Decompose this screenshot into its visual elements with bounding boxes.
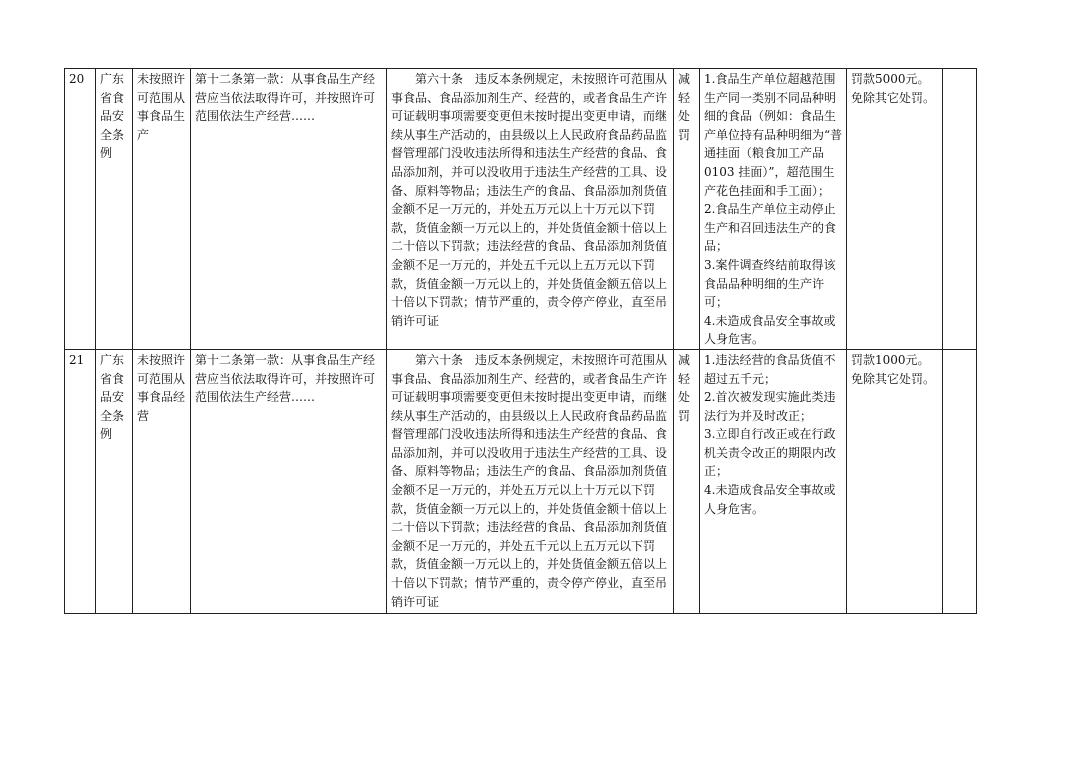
condition-item: 1.食品生产单位超越范围生产同一类别不同品种明细的食品（例如：食品生产单位持有品种明细为“普通挂面（粮食加工产品 0103 挂面）”，超范围生产花色挂面和手工面）；	[704, 72, 843, 198]
penalty-type-cell: 减轻处罚	[674, 69, 700, 350]
penalty-result-cell: 罚款5000元。免除其它处罚。	[847, 69, 943, 350]
penalty-type-cell: 减轻处罚	[674, 349, 700, 613]
condition-item: 3.案件调查终结前取得该食品品种明细的生产许可；	[704, 257, 836, 310]
row-number-cell: 20	[65, 69, 96, 350]
penalty-result-cell: 罚款1000元。免除其它处罚。	[847, 349, 943, 613]
violation-cell: 未按照许可范围从事食品经营	[133, 349, 191, 613]
law-name-cell: 广东省食品安全条例	[96, 69, 133, 350]
violated-provision-cell: 第十二条第一款：从事食品生产经营应当依法取得许可，并按照许可范围依法生产经营……	[191, 349, 387, 613]
row-number-cell: 21	[65, 349, 96, 613]
penalty-table-page	[64, 68, 972, 614]
condition-item: 2.食品生产单位主动停止生产和召回违法生产的食品；	[704, 202, 837, 254]
condition-item: 4.未造成食品安全事故或人身危害。	[704, 483, 836, 516]
table-row	[65, 349, 977, 613]
blank-cell	[943, 349, 977, 613]
penalty-provision-cell: 第六十条 违反本条例规定，未按照许可范围从事食品、食品添加剂生产、经营的，或者食品生产许可证载明事项需要变更但未按时提出变更申请，而继续从事生产活动的，由县级以上人民政府食品药品监督管理部门没收违法所得和违法生产经营的食品、食品添加剂，并可以没收用于违法生产经营的工具、设备、原料等物品；违法生产的食品、食品添加剂货值金额不足一万元的，并处五万元以上十万元以下罚款，货值金额一万元以上的，并处货值金额十倍以上二十倍以下罚款；违法经营的食品、食品添加剂货值金额不足一万元的，并处五千元以上五万元以下罚款，货值金额一万元以上的，并处货值金额五倍以上十倍以下罚款；情节严重的，责令停产停业，直至吊销许可证	[387, 349, 674, 613]
condition-item: 3.立即自行改正或在行政机关责令改正的期限内改正；	[704, 427, 837, 479]
table-row	[65, 69, 977, 350]
condition-item: 4.未造成食品安全事故或人身危害。	[704, 313, 836, 347]
condition-item: 2.首次被发现实施此类违法行为并及时改正；	[704, 390, 836, 423]
law-name-cell: 广东省食品安全条例	[96, 349, 133, 613]
penalty-provision-cell: 第六十条 违反本条例规定，未按照许可范围从事食品、食品添加剂生产、经营的，或者食品生产许可证载明事项需要变更但未按时提出变更申请，而继续从事生产活动的，由县级以上人民政府食品药品监督管理部门没收违法所得和违法生产经营的食品、食品添加剂，并可以没收用于违法生产经营的工具、设备、原料等物品；违法生产的食品、食品添加剂货值金额不足一万元的，并处五万元以上十万元以下罚款，货值金额一万元以上的，并处货值金额十倍以上二十倍以下罚款；违法经营的食品、食品添加剂货值金额不足一万元的，并处五千元以上五万元以下罚款，货值金额一万元以上的，并处货值金额五倍以上十倍以下罚款；情节严重的，责令停产停业，直至吊销许可证	[387, 69, 674, 350]
violation-cell: 未按照许可范围从事食品生产	[133, 69, 191, 350]
conditions-cell	[700, 349, 847, 613]
penalty-standard-table	[64, 68, 977, 614]
blank-cell	[943, 69, 977, 350]
violated-provision-cell: 第十二条第一款：从事食品生产经营应当依法取得许可，并按照许可范围依法生产经营……	[191, 69, 387, 350]
condition-item: 1.违法经营的食品货值不超过五千元；	[704, 352, 836, 386]
conditions-cell	[700, 69, 847, 350]
